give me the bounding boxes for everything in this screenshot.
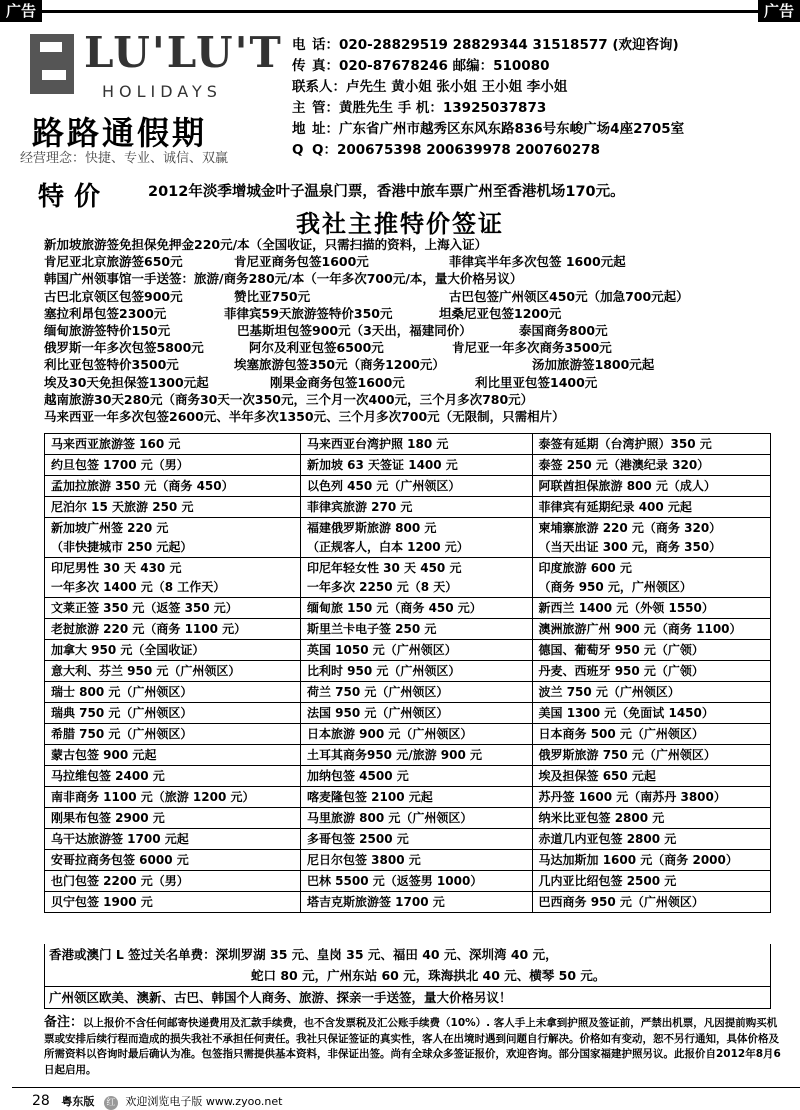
cell-text: 美国 1300 元（免面试 1450） [538,705,714,720]
table-row [45,497,771,518]
hk-fees-line: 蛇口 80 元，广州东站 60 元，珠海拱北 40 元、横琴 50 元。 [251,968,606,983]
cell-text: 乌干达旅游签 1700 元起 [51,831,189,846]
table-cell [300,766,532,787]
table-cell [45,703,301,724]
cell-text: 福建俄罗斯旅游 800 元 [306,520,437,535]
logo-name: LU'LU'T [84,28,283,77]
cell-text: 瑞典 750 元（广州领区） [51,705,193,720]
contact-block [292,35,792,161]
table-cell [532,703,770,724]
badge-icon: 红 [104,1096,118,1110]
cell-text: 加纳包签 4500 元 [306,768,409,783]
table-cell [300,892,532,913]
table-cell [45,661,301,682]
cell-text: 贝宁包签 1900 元 [51,894,153,909]
table-row [45,766,771,787]
cell-text: 一年多次 1400 元（8 工作天） [51,579,226,594]
table-row [45,724,771,745]
table-cell [532,745,770,766]
table-cell [300,871,532,892]
cell-text: 法国 950 元（广州领区） [306,705,449,720]
cell-text: 刚果布包签 2900 元 [51,810,165,825]
table-row [45,598,771,619]
top-rule [0,10,800,13]
cell-text: 比利时 950 元（广州领区） [306,663,461,678]
cell-text: 土耳其商务950 元/旅游 900 元 [306,747,482,762]
notes [44,1015,784,1078]
hk-fees-line: 香港或澳门 L 签过关名单费：深圳罗湖 35 元、皇岗 35 元、福田 40 元、深圳湾 40 元， [49,947,558,962]
cell-text: 丹麦、西班牙 950 元（广领） [538,663,704,678]
table-cell [45,829,301,850]
cell-text: 马达加斯加 1600 元（商务 2000） [538,852,738,867]
list-item: 肯尼亚北京旅游签650元 肯尼亚商务包签1600元 菲律宾半年多次包签 1600元起 [44,254,626,270]
table-cell [532,598,770,619]
visa-list [44,236,794,425]
table-cell [532,558,770,598]
cell-text: 纳米比亚包签 2800 元 [538,810,665,825]
table-cell [532,871,770,892]
cell-text: 尼日尔包签 3800 元 [306,852,421,867]
cell-text: 菲律宾有延期纪录 400 元起 [538,499,692,514]
list-item: 塞拉利昂包签2300元 菲律宾59天旅游签特价350元 坦桑尼亚包签1200元 [44,305,562,321]
bottom-box [44,944,771,1009]
ad-tag-left: 广告 [0,0,42,22]
cell-text: 新加坡广州签 220 元 [51,520,169,535]
table-cell [45,745,301,766]
cell-text: 安哥拉商务包签 6000 元 [51,852,189,867]
table-row [45,682,771,703]
cell-text: 俄罗斯旅游 750 元（广州领区） [538,747,716,762]
table-row [45,455,771,476]
cell-text: （正规客人，白本 1200 元） [306,539,469,554]
table-cell [532,497,770,518]
table-cell [300,455,532,476]
cell-text: 文莱正签 350 元（返签 350 元） [51,600,238,615]
table-cell [45,871,301,892]
table-cell [532,434,770,455]
cell-text: 苏丹签 1600 元（南苏丹 3800） [538,789,726,804]
cell-text: 英国 1050 元（广州领区） [306,642,457,657]
table-cell [300,497,532,518]
table-cell [45,434,301,455]
table-cell [45,476,301,497]
cell-text: 尼泊尔 15 天旅游 250 元 [51,499,194,514]
list-item: 古巴北京领区包签900元 赞比亚750元 古巴包签广州领区450元（加急700元起） [44,288,689,304]
table-row [45,871,771,892]
table-cell [532,829,770,850]
cell-text: 泰签有延期（台湾护照）350 元 [538,436,712,451]
cell-text: 加拿大 950 元（全国收证） [51,642,205,657]
cell-text: 塔吉克斯旅游签 1700 元 [306,894,445,909]
table-row [45,476,771,497]
page-number: 28 [32,1093,50,1109]
table-cell [45,497,301,518]
list-item: 缅甸旅游签特价150元 巴基斯坦包签900元（3天出，福建同价） 泰国商务800元 [44,322,608,338]
main-title: 我社主推特价签证 [296,210,504,238]
cell-text: 孟加拉旅游 350 元（商务 450） [51,478,234,493]
table-row [45,829,771,850]
list-item: 马来西亚一年多次包签2600元、半年多次1350元、三个月多次700元（无限制，只需相片） [44,408,565,424]
cell-text: 一年多次 2250 元（8 天） [306,579,458,594]
footer-text: 欢迎浏览电子版 www.zyoo.net [125,1095,283,1108]
table-cell [45,724,301,745]
list-item: 越南旅游30天280元（商务30天一次350元，三个月一次400元，三个月多次780元） [44,391,534,407]
cell-text: 澳洲旅游广州 900 元（商务 1100） [538,621,742,636]
cell-text: 瑞士 800 元（广州领区） [51,684,193,699]
cell-text: 马来西亚台湾护照 180 元 [306,436,449,451]
contact-row: 传 真：020-87678246 邮编：510080 [292,58,550,74]
table-cell [300,661,532,682]
table-cell [45,640,301,661]
cell-text: 马里旅游 800 元（广州领区） [306,810,473,825]
table-cell [300,434,532,455]
table-cell [532,892,770,913]
cell-text: 赤道几内亚包签 2800 元 [538,831,677,846]
table-cell [532,455,770,476]
table-row [45,850,771,871]
table-row [45,745,771,766]
table-cell [532,787,770,808]
cell-text: 喀麦隆包签 2100 元起 [306,789,433,804]
cell-text: 几内亚比绍包签 2500 元 [538,873,677,888]
table-cell [300,476,532,497]
table-cell [300,787,532,808]
cell-text: 约旦包签 1700 元（男） [51,457,189,472]
table-cell [300,558,532,598]
logo-sub: HOLIDAYS [102,82,222,101]
table-cell [300,850,532,871]
cell-text: 蒙古包签 900 元起 [51,747,157,762]
table-row [45,787,771,808]
list-item: 利比亚包签特价3500元 埃塞旅游包签350元（商务1200元） 汤加旅游签1800元起 [44,357,655,373]
special-tag: 特价 [38,182,111,212]
cell-text: 马来西亚旅游签 160 元 [51,436,181,451]
table-cell [45,892,301,913]
table-cell [45,518,301,558]
table-cell [45,455,301,476]
special-text: 2012年淡季增城金叶子温泉门票，香港中旅车票广州至香港机场170元。 [148,184,625,200]
contact-row: Q Q：200675398 200639978 200760278 [292,142,601,158]
table-cell [300,703,532,724]
table-cell [300,745,532,766]
cell-text: 多哥包签 2500 元 [306,831,409,846]
table-row [45,661,771,682]
contact-row: 联系人：卢先生 黄小姐 张小姐 王小姐 李小姐 [292,79,568,95]
logo-icon [30,34,74,94]
table-cell [45,619,301,640]
table-cell [45,598,301,619]
table-cell [532,476,770,497]
table-cell [532,766,770,787]
table-cell [300,640,532,661]
cell-text: 波兰 750 元（广州领区） [538,684,680,699]
cell-text: 也门包签 2200 元（男） [51,873,189,888]
table-cell [300,808,532,829]
table-row [45,434,771,455]
table-row [45,619,771,640]
table-cell [532,661,770,682]
table-row [45,518,771,558]
table-cell [532,640,770,661]
table-cell [532,518,770,558]
contact-row: 电 话：020-28829519 28829344 31518577 (欢迎咨询) [292,37,679,53]
notes-label: 备注： [44,1015,84,1030]
list-item: 新加坡旅游签免担保免押金220元/本（全国收证，只需扫描的资料，上海入证） [44,237,488,252]
table-cell [45,850,301,871]
guangzhou-note: 广州领区欧美、澳新、古巴、韩国个人商务、旅游、探亲一手送签，量大价格另议！ [45,986,770,1008]
cell-text: 新西兰 1400 元（外领 1550） [538,600,714,615]
logo-motto: 经营理念：快捷、专业、诚信、双赢 [20,151,229,166]
table-cell [300,619,532,640]
cell-text: （当天出证 300 元，商务 350） [538,539,722,554]
cell-text: 德国、葡萄牙 950 元（广领） [538,642,704,657]
cell-text: 菲律宾旅游 270 元 [306,499,413,514]
cell-text: 斯里兰卡电子签 250 元 [306,621,437,636]
table-cell [300,724,532,745]
notes-text: 以上报价不含任何邮寄快递费用及汇款手续费，也不含发票税及汇公账手续费（10%）. 客人手上未拿到护照及签证前，严禁出机票，凡因提前购买机票或安排后续行程而造成的损失我社不承担任何责任。我社只保证签证的真实性，客人在出境时遇到问题自行解决。价格如有变动，恕不另行通知，具体价格及所需资料以咨询时最后确认为准。包签指只需提供基本资料，非保证出签。尚有全球众多签证报价，欢迎咨询。部分国家福建护照另议。此报价自2012年8月6日起启用。 [44,1017,781,1076]
cell-text: 新加坡 63 天签证 1400 元 [306,457,458,472]
table-cell [300,829,532,850]
table-cell [300,518,532,558]
cell-text: 意大利、芬兰 950 元（广州领区） [51,663,241,678]
cell-text: 印尼男性 30 天 430 元 [51,560,182,575]
cell-text: 荷兰 750 元（广州领区） [306,684,449,699]
table-cell [532,808,770,829]
list-item: 韩国广州领事馆一手送签：旅游/商务280元/本（一年多次700元/本，量大价格另议） [44,271,523,287]
cell-text: 日本商务 500 元（广州领区） [538,726,704,741]
table-row [45,558,771,598]
contact-row: 地 址：广东省广州市越秀区东风东路836号东峻广场4座2705室 [292,121,685,137]
list-item: 埃及30天免担保签1300元起 刚果金商务包签1600元 利比里亚包签1400元 [44,374,598,390]
table-cell [300,598,532,619]
cell-text: 希腊 750 元（广州领区） [51,726,193,741]
list-item: 俄罗斯一年多次包签5800元 阿尔及利亚包签6500元 肯尼亚一年多次商务3500元 [44,340,612,356]
cell-text: 泰签 250 元（港澳纪录 320） [538,457,710,472]
cell-text: 以色列 450 元（广州领区） [306,478,461,493]
cell-text: 老挝旅游 220 元（商务 1100 元） [51,621,247,636]
cell-text: 印尼年轻女性 30 天 450 元 [306,560,462,575]
table-row [45,892,771,913]
table-row [45,640,771,661]
cell-text: 南非商务 1100 元（旅游 1200 元） [51,789,255,804]
cell-text: 马拉维包签 2400 元 [51,768,165,783]
visa-price-table [44,433,771,913]
cell-text: 巴西商务 950 元（广州领区） [538,894,704,909]
cell-text: 缅甸旅 150 元（商务 450 元） [306,600,482,615]
cell-text: （商务 950 元，广州领区） [538,579,692,594]
table-cell [532,619,770,640]
cell-text: 阿联酋担保旅游 800 元（成人） [538,478,716,493]
cell-text: 日本旅游 900 元（广州领区） [306,726,473,741]
table-cell [45,682,301,703]
cell-text: 柬埔寨旅游 220 元（商务 320） [538,520,722,535]
ad-tag-right: 广告 [758,0,800,22]
contact-row: 主 管：黄胜先生 手 机：13925037873 [292,100,547,116]
table-row [45,808,771,829]
cell-text: 巴林 5500 元（返签男 1000） [306,873,483,888]
cell-text: （非快捷城市 250 元起） [51,539,193,554]
footer [32,1093,282,1110]
cell-text: 埃及担保签 650 元起 [538,768,656,783]
edition: 粤东版 [61,1095,95,1108]
table-cell [45,808,301,829]
table-row [45,703,771,724]
table-cell [532,850,770,871]
table-cell [45,787,301,808]
table-cell [300,682,532,703]
table-cell [532,724,770,745]
table-cell [45,558,301,598]
table-cell [45,766,301,787]
footer-rule [12,1087,800,1088]
logo-chinese: 路路通假期 [32,114,208,152]
cell-text: 印度旅游 600 元 [538,560,632,575]
table-cell [532,682,770,703]
